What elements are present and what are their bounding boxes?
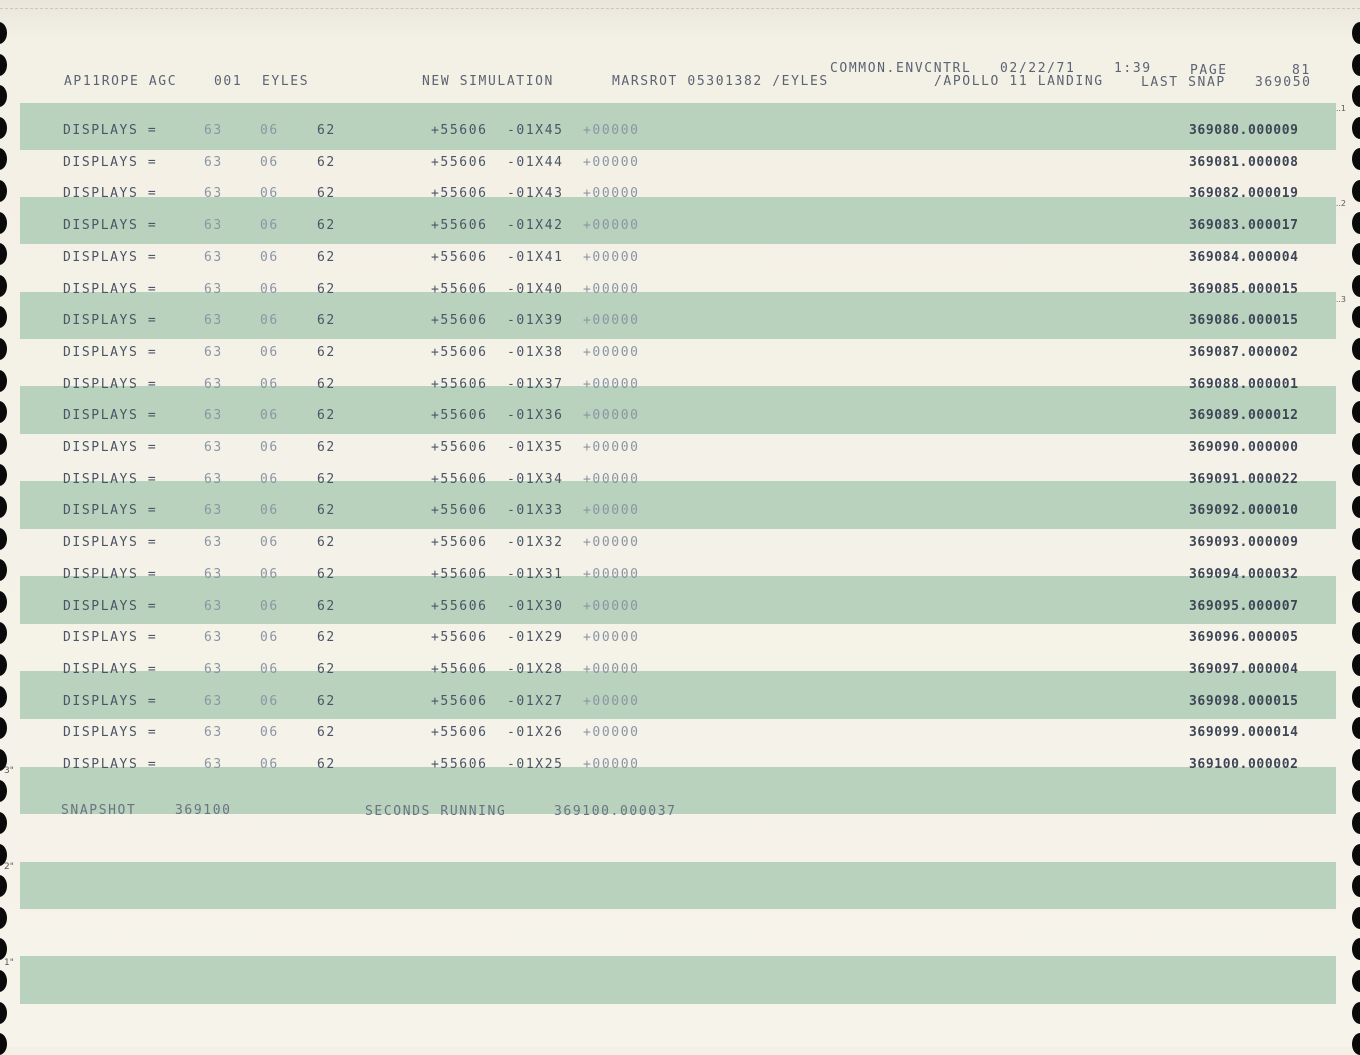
- feed-hole: [1352, 528, 1360, 550]
- feed-hole: [1352, 907, 1360, 929]
- row-field-d: +55606: [431, 218, 488, 233]
- row-field-b: 06: [260, 186, 279, 201]
- row-label: DISPLAYS =: [63, 725, 158, 740]
- green-bar: [20, 862, 1336, 909]
- feed-hole: [0, 875, 7, 897]
- row-field-b: 06: [260, 377, 279, 392]
- row-field-d: +55606: [431, 599, 488, 614]
- row-field-d: +55606: [431, 345, 488, 360]
- row-field-c: 62: [317, 408, 336, 423]
- row-field-b: 06: [260, 282, 279, 297]
- row-field-d: +55606: [431, 694, 488, 709]
- feed-hole: [1352, 433, 1360, 455]
- row-timestamp: 369083.000017: [1189, 218, 1299, 233]
- row-field-b: 06: [260, 472, 279, 487]
- feed-hole: [1352, 844, 1360, 866]
- row-field-f: +00000: [583, 757, 640, 772]
- row-field-e: -01X45: [507, 123, 564, 138]
- feed-hole: [0, 433, 7, 455]
- row-label: DISPLAYS =: [63, 408, 158, 423]
- inch-mark: 3": [4, 766, 14, 776]
- feed-hole: [0, 970, 7, 992]
- feed-hole: [0, 528, 7, 550]
- row-field-a: 63: [204, 186, 223, 201]
- row-field-c: 62: [317, 630, 336, 645]
- row-field-f: +00000: [583, 377, 640, 392]
- row-field-d: +55606: [431, 662, 488, 677]
- feed-hole: [1352, 717, 1360, 739]
- feed-hole: [1352, 496, 1360, 518]
- row-timestamp: 369100.000002: [1189, 757, 1299, 772]
- row-field-d: +55606: [431, 440, 488, 455]
- row-field-a: 63: [204, 757, 223, 772]
- row-timestamp: 369089.000012: [1189, 408, 1299, 423]
- row-field-d: +55606: [431, 186, 488, 201]
- row-field-d: +55606: [431, 567, 488, 582]
- row-field-a: 63: [204, 377, 223, 392]
- row-timestamp: 369096.000005: [1189, 630, 1299, 645]
- row-field-d: +55606: [431, 313, 488, 328]
- page-label: PAGE: [1190, 63, 1228, 78]
- feed-hole: [0, 117, 7, 139]
- row-field-a: 63: [204, 599, 223, 614]
- row-field-a: 63: [204, 440, 223, 455]
- row-field-c: 62: [317, 313, 336, 328]
- row-field-b: 06: [260, 694, 279, 709]
- row-field-c: 62: [317, 757, 336, 772]
- row-timestamp: 369086.000015: [1189, 313, 1299, 328]
- feed-hole: [0, 496, 7, 518]
- row-field-e: -01X33: [507, 503, 564, 518]
- feed-hole: [0, 559, 7, 581]
- feed-hole: [0, 212, 7, 234]
- row-field-a: 63: [204, 218, 223, 233]
- row-field-f: +00000: [583, 694, 640, 709]
- feed-hole: [1352, 622, 1360, 644]
- row-field-e: -01X29: [507, 630, 564, 645]
- row-field-c: 62: [317, 662, 336, 677]
- row-field-c: 62: [317, 440, 336, 455]
- row-field-d: +55606: [431, 472, 488, 487]
- tick-mark: ..3: [1335, 295, 1346, 304]
- row-field-a: 63: [204, 567, 223, 582]
- feed-hole: [1352, 212, 1360, 234]
- row-field-b: 06: [260, 757, 279, 772]
- row-field-f: +00000: [583, 155, 640, 170]
- row-field-b: 06: [260, 503, 279, 518]
- row-field-f: +00000: [583, 503, 640, 518]
- row-field-a: 63: [204, 630, 223, 645]
- row-timestamp: 369085.000015: [1189, 282, 1299, 297]
- row-field-a: 63: [204, 250, 223, 265]
- row-field-d: +55606: [431, 123, 488, 138]
- last-snap-value: 369050: [1255, 75, 1312, 90]
- page-number: 81: [1292, 63, 1311, 78]
- row-label: DISPLAYS =: [63, 503, 158, 518]
- row-label: DISPLAYS =: [63, 535, 158, 550]
- feed-hole: [0, 844, 7, 866]
- row-field-a: 63: [204, 535, 223, 550]
- row-field-e: -01X28: [507, 662, 564, 677]
- row-timestamp: 369088.000001: [1189, 377, 1299, 392]
- feed-hole: [0, 907, 7, 929]
- row-field-f: +00000: [583, 218, 640, 233]
- row-label: DISPLAYS =: [63, 630, 158, 645]
- feed-hole: [0, 717, 7, 739]
- row-timestamp: 369080.000009: [1189, 123, 1299, 138]
- feed-hole: [1352, 875, 1360, 897]
- row-timestamp: 369095.000007: [1189, 599, 1299, 614]
- tick-mark: ..1: [1335, 104, 1346, 113]
- row-field-c: 62: [317, 725, 336, 740]
- row-label: DISPLAYS =: [63, 345, 158, 360]
- row-field-f: +00000: [583, 472, 640, 487]
- row-field-e: -01X36: [507, 408, 564, 423]
- row-label: DISPLAYS =: [63, 599, 158, 614]
- row-field-c: 62: [317, 694, 336, 709]
- feed-hole: [0, 370, 7, 392]
- row-field-f: +00000: [583, 535, 640, 550]
- row-timestamp: 369084.000004: [1189, 250, 1299, 265]
- row-label: DISPLAYS =: [63, 186, 158, 201]
- feed-hole: [0, 401, 7, 423]
- row-label: DISPLAYS =: [63, 440, 158, 455]
- row-label: DISPLAYS =: [63, 377, 158, 392]
- tractor-feed-right: [1342, 0, 1360, 1047]
- feed-hole: [1352, 970, 1360, 992]
- program-name: AP11ROPE AGC: [64, 74, 178, 89]
- row-field-c: 62: [317, 282, 336, 297]
- row-field-b: 06: [260, 599, 279, 614]
- row-field-b: 06: [260, 250, 279, 265]
- feed-hole: [1352, 401, 1360, 423]
- row-label: DISPLAYS =: [63, 155, 158, 170]
- row-field-c: 62: [317, 472, 336, 487]
- row-label: DISPLAYS =: [63, 282, 158, 297]
- row-field-e: -01X37: [507, 377, 564, 392]
- row-field-f: +00000: [583, 662, 640, 677]
- row-timestamp: 369098.000015: [1189, 694, 1299, 709]
- feed-hole: [1352, 591, 1360, 613]
- row-timestamp: 369082.000019: [1189, 186, 1299, 201]
- row-field-e: -01X41: [507, 250, 564, 265]
- feed-hole: [0, 749, 7, 771]
- row-label: DISPLAYS =: [63, 662, 158, 677]
- last-snap-label: LAST SNAP: [1141, 75, 1226, 90]
- feed-hole: [1352, 85, 1360, 107]
- feed-hole: [0, 338, 7, 360]
- user-name: EYLES: [262, 74, 310, 89]
- row-field-f: +00000: [583, 408, 640, 423]
- row-field-e: -01X44: [507, 155, 564, 170]
- run-mode: NEW SIMULATION: [422, 74, 554, 89]
- row-field-f: +00000: [583, 282, 640, 297]
- row-field-d: +55606: [431, 725, 488, 740]
- row-field-b: 06: [260, 440, 279, 455]
- row-field-b: 06: [260, 662, 279, 677]
- row-timestamp: 369094.000032: [1189, 567, 1299, 582]
- row-field-e: -01X32: [507, 535, 564, 550]
- tear-line: [0, 8, 1360, 9]
- row-field-c: 62: [317, 123, 336, 138]
- feed-hole: [1352, 370, 1360, 392]
- row-timestamp: 369097.000004: [1189, 662, 1299, 677]
- row-field-c: 62: [317, 599, 336, 614]
- row-field-e: -01X34: [507, 472, 564, 487]
- row-field-f: +00000: [583, 345, 640, 360]
- job-id: MARSROT 05301382 /EYLES: [612, 74, 829, 89]
- row-label: DISPLAYS =: [63, 218, 158, 233]
- row-field-a: 63: [204, 282, 223, 297]
- row-field-f: +00000: [583, 250, 640, 265]
- seconds-running-label: SECONDS RUNNING: [365, 804, 507, 819]
- feed-hole: [1352, 812, 1360, 834]
- row-field-b: 06: [260, 218, 279, 233]
- feed-hole: [1352, 1033, 1360, 1055]
- feed-hole: [1352, 749, 1360, 771]
- row-field-a: 63: [204, 408, 223, 423]
- row-field-b: 06: [260, 408, 279, 423]
- row-label: DISPLAYS =: [63, 123, 158, 138]
- feed-hole: [0, 686, 7, 708]
- row-field-d: +55606: [431, 630, 488, 645]
- row-field-e: -01X43: [507, 186, 564, 201]
- row-field-c: 62: [317, 503, 336, 518]
- row-field-b: 06: [260, 155, 279, 170]
- feed-hole: [0, 464, 7, 486]
- row-field-e: -01X40: [507, 282, 564, 297]
- row-field-d: +55606: [431, 503, 488, 518]
- feed-hole: [0, 812, 7, 834]
- row-timestamp: 369093.000009: [1189, 535, 1299, 550]
- feed-hole: [0, 591, 7, 613]
- row-field-e: -01X25: [507, 757, 564, 772]
- row-field-e: -01X42: [507, 218, 564, 233]
- row-field-f: +00000: [583, 630, 640, 645]
- feed-hole: [1352, 54, 1360, 76]
- row-field-f: +00000: [583, 599, 640, 614]
- row-field-e: -01X39: [507, 313, 564, 328]
- feed-hole: [1352, 22, 1360, 44]
- row-field-c: 62: [317, 218, 336, 233]
- feed-hole: [1352, 180, 1360, 202]
- feed-hole: [0, 780, 7, 802]
- feed-hole: [0, 180, 7, 202]
- row-timestamp: 369087.000002: [1189, 345, 1299, 360]
- row-field-c: 62: [317, 155, 336, 170]
- row-field-d: +55606: [431, 250, 488, 265]
- row-field-b: 06: [260, 123, 279, 138]
- feed-hole: [0, 85, 7, 107]
- row-field-e: -01X35: [507, 440, 564, 455]
- feed-hole: [1352, 654, 1360, 676]
- row-field-a: 63: [204, 123, 223, 138]
- row-field-d: +55606: [431, 155, 488, 170]
- row-field-d: +55606: [431, 535, 488, 550]
- feed-hole: [0, 306, 7, 328]
- row-field-b: 06: [260, 535, 279, 550]
- row-field-a: 63: [204, 155, 223, 170]
- row-field-c: 62: [317, 535, 336, 550]
- row-field-c: 62: [317, 186, 336, 201]
- row-field-b: 06: [260, 567, 279, 582]
- row-field-e: -01X31: [507, 567, 564, 582]
- row-timestamp: 369091.000022: [1189, 472, 1299, 487]
- run-subtitle: /APOLLO 11 LANDING: [934, 74, 1104, 89]
- feed-hole: [0, 622, 7, 644]
- row-label: DISPLAYS =: [63, 313, 158, 328]
- row-field-c: 62: [317, 377, 336, 392]
- tractor-feed-left: [0, 0, 18, 1047]
- row-field-e: -01X27: [507, 694, 564, 709]
- row-field-e: -01X30: [507, 599, 564, 614]
- feed-hole: [1352, 780, 1360, 802]
- inch-mark: 1": [4, 958, 14, 968]
- row-field-b: 06: [260, 313, 279, 328]
- tick-mark: ..2: [1335, 199, 1346, 208]
- row-field-a: 63: [204, 725, 223, 740]
- row-timestamp: 369092.000010: [1189, 503, 1299, 518]
- row-field-a: 63: [204, 313, 223, 328]
- row-timestamp: 369081.000008: [1189, 155, 1299, 170]
- run-time: 1:39: [1114, 61, 1152, 76]
- feed-hole: [1352, 243, 1360, 265]
- row-field-d: +55606: [431, 408, 488, 423]
- feed-hole: [0, 54, 7, 76]
- feed-hole: [0, 1002, 7, 1024]
- row-field-b: 06: [260, 345, 279, 360]
- row-label: DISPLAYS =: [63, 250, 158, 265]
- feed-hole: [1352, 148, 1360, 170]
- feed-hole: [1352, 338, 1360, 360]
- feed-hole: [1352, 1002, 1360, 1024]
- row-field-a: 63: [204, 503, 223, 518]
- row-label: DISPLAYS =: [63, 757, 158, 772]
- row-field-f: +00000: [583, 440, 640, 455]
- snapshot-label: SNAPSHOT: [61, 803, 137, 818]
- feed-hole: [0, 275, 7, 297]
- row-field-a: 63: [204, 472, 223, 487]
- row-field-d: +55606: [431, 377, 488, 392]
- row-field-f: +00000: [583, 725, 640, 740]
- row-field-f: +00000: [583, 567, 640, 582]
- row-field-d: +55606: [431, 282, 488, 297]
- environment: COMMON.ENVCNTRL: [830, 61, 972, 76]
- row-timestamp: 369090.000000: [1189, 440, 1299, 455]
- feed-hole: [0, 938, 7, 960]
- row-label: DISPLAYS =: [63, 472, 158, 487]
- row-field-e: -01X38: [507, 345, 564, 360]
- feed-hole: [0, 654, 7, 676]
- row-field-d: +55606: [431, 757, 488, 772]
- row-field-f: +00000: [583, 186, 640, 201]
- inch-mark: 2": [4, 862, 14, 872]
- row-field-b: 06: [260, 725, 279, 740]
- green-bar: [20, 956, 1336, 1004]
- feed-hole: [1352, 275, 1360, 297]
- feed-hole: [1352, 117, 1360, 139]
- row-field-c: 62: [317, 250, 336, 265]
- row-field-f: +00000: [583, 123, 640, 138]
- row-field-a: 63: [204, 694, 223, 709]
- row-field-b: 06: [260, 630, 279, 645]
- feed-hole: [1352, 938, 1360, 960]
- row-field-c: 62: [317, 567, 336, 582]
- row-field-e: -01X26: [507, 725, 564, 740]
- snapshot-value: 369100: [175, 803, 232, 818]
- feed-hole: [0, 1033, 7, 1055]
- feed-hole: [0, 148, 7, 170]
- row-field-a: 63: [204, 345, 223, 360]
- row-label: DISPLAYS =: [63, 567, 158, 582]
- feed-hole: [1352, 559, 1360, 581]
- feed-hole: [0, 22, 7, 44]
- feed-hole: [1352, 306, 1360, 328]
- row-field-f: +00000: [583, 313, 640, 328]
- feed-hole: [0, 243, 7, 265]
- run-number: 001: [214, 74, 243, 89]
- row-timestamp: 369099.000014: [1189, 725, 1299, 740]
- row-label: DISPLAYS =: [63, 694, 158, 709]
- feed-hole: [1352, 464, 1360, 486]
- feed-hole: [1352, 686, 1360, 708]
- row-field-c: 62: [317, 345, 336, 360]
- row-field-a: 63: [204, 662, 223, 677]
- run-date: 02/22/71: [1000, 61, 1076, 76]
- seconds-running-value: 369100.000037: [554, 804, 677, 819]
